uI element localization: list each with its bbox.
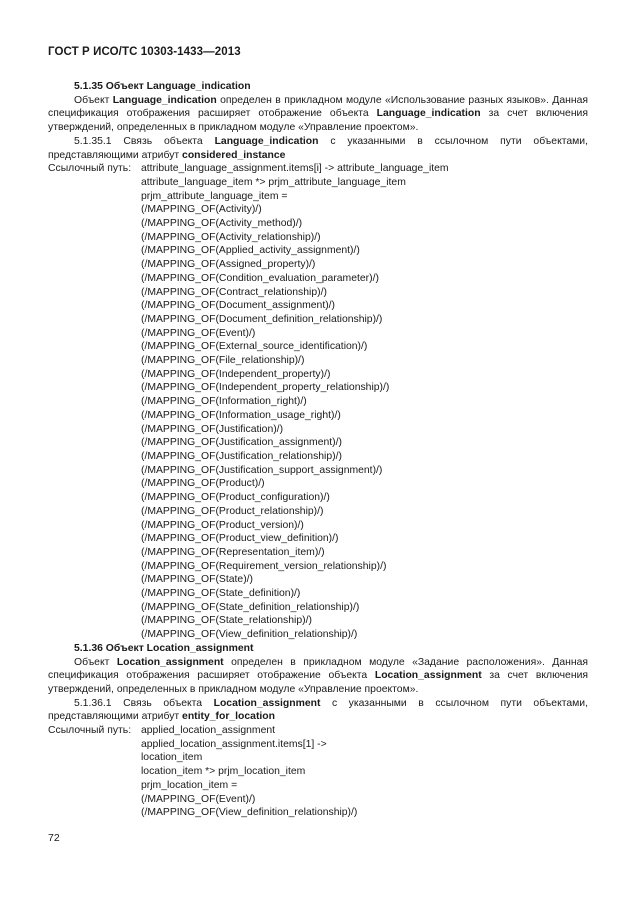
reference-path-line: prjm_location_item = [141,779,238,791]
reference-path-lines [141,724,588,820]
reference-path-line: (/MAPPING_OF(External_source_identification)/) [141,341,368,353]
reference-path-line: (/MAPPING_OF(View_definition_relationship)/) [141,629,358,641]
reference-path-line: (/MAPPING_OF(Activity)/) [141,204,262,216]
reference-path-5-1-35-1 [48,162,588,642]
reference-path-line: (/MAPPING_OF(Document_definition_relationship)/) [141,313,383,325]
reference-path-line: (/MAPPING_OF(Product_relationship)/) [141,505,324,517]
section-5-1-35-paragraph: Объект Language_indication определен в прикладном модуле «Использование разных языков». Данная спецификация отображения расширяет отображение объекта Language_indication за счет включения утверждений, определенных в прикладном модуле «Управление проектом». [48,94,588,134]
reference-path-line: (/MAPPING_OF(Contract_relationship)/) [141,286,327,298]
reference-path-5-1-36-1 [48,724,588,820]
document-header: ГОСТ Р ИСО/ТС 10303-1433—2013 [48,46,241,58]
subsection-5-1-35-1-paragraph: 5.1.35.1 Связь объекта Language_indication с указанными в ссылочном пути объектами, представляющими атрибут considered_instance [48,135,588,161]
reference-path-line: (/MAPPING_OF(Requirement_version_relationship)/) [141,560,387,572]
reference-path-line: (/MAPPING_OF(Independent_property_relationship)/) [141,382,390,394]
reference-path-line: (/MAPPING_OF(Justification)/) [141,423,284,435]
reference-path-line: prjm_attribute_language_item = [141,190,288,202]
reference-path-line: (/MAPPING_OF(Product_version)/) [141,519,304,531]
reference-path-line: (/MAPPING_OF(Justification_support_assignment)/) [141,464,383,476]
reference-path-line: (/MAPPING_OF(State_definition)/) [141,588,301,600]
reference-path-line: (/MAPPING_OF(File_relationship)/) [141,355,305,367]
section-heading-5-1-36: 5.1.36 Объект Location_assignment [74,642,254,654]
reference-path-line: (/MAPPING_OF(Activity_relationship)/) [141,231,321,243]
reference-path-line: (/MAPPING_OF(Information_right)/) [141,396,307,408]
reference-path-line: (/MAPPING_OF(Product_view_definition)/) [141,533,339,545]
subsection-5-1-36-1-paragraph: 5.1.36.1 Связь объекта Location_assignment с указанными в ссылочном пути объектами, представляющими атрибут entity_for_location [48,697,588,723]
page-content [48,80,588,820]
reference-path-line: location_item *> prjm_location_item [141,766,306,778]
reference-path-line: applied_location_assignment [141,725,276,737]
reference-path-line: (/MAPPING_OF(Product)/) [141,478,265,490]
reference-path-line: location_item [141,752,203,764]
reference-path-line: (/MAPPING_OF(Assigned_property)/) [141,259,316,271]
reference-path-label: Ссылочный путь: [48,163,132,175]
reference-path-line: attribute_language_item *> prjm_attribute_language_item [141,176,406,188]
reference-path-line: (/MAPPING_OF(Event)/) [141,327,256,339]
reference-path-line: (/MAPPING_OF(Activity_method)/) [141,218,303,230]
reference-path-lines [141,162,588,642]
reference-path-line: (/MAPPING_OF(Product_configuration)/) [141,492,330,504]
reference-path-line: (/MAPPING_OF(Independent_property)/) [141,368,331,380]
reference-path-line: (/MAPPING_OF(Justification_assignment)/) [141,437,342,449]
page-number: 72 [48,832,60,844]
section-5-1-36-paragraph: Объект Location_assignment определен в прикладном модуле «Задание расположения». Данная спецификация отображения расширяет отображение объекта Location_assignment за счет включения утверждений, определенных в прикладном модуле «Управление проектом». [48,656,588,695]
reference-path-line: (/MAPPING_OF(State_definition_relationship)/) [141,601,360,613]
reference-path-line: (/MAPPING_OF(Information_usage_right)/) [141,409,341,421]
reference-path-line: attribute_language_assignment.items[i] -> attribute_language_item [141,163,449,175]
reference-path-line: (/MAPPING_OF(Justification_relationship)/) [141,450,342,462]
reference-path-line: (/MAPPING_OF(State_relationship)/) [141,615,312,627]
reference-path-line: (/MAPPING_OF(Representation_item)/) [141,546,325,558]
reference-path-line: (/MAPPING_OF(Condition_evaluation_parameter)/) [141,272,379,284]
reference-path-line: (/MAPPING_OF(State)/) [141,574,254,586]
reference-path-label: Ссылочный путь: [48,725,132,737]
section-heading-5-1-35: 5.1.35 Объект Language_indication [74,81,251,92]
reference-path-line: applied_location_assignment.items[1] -> [141,738,327,750]
reference-path-line: (/MAPPING_OF(Document_assignment)/) [141,300,336,312]
reference-path-line: (/MAPPING_OF(Event)/) [141,793,256,805]
reference-path-line: (/MAPPING_OF(View_definition_relationship)/) [141,807,358,819]
reference-path-line: (/MAPPING_OF(Applied_activity_assignment)/) [141,245,360,257]
